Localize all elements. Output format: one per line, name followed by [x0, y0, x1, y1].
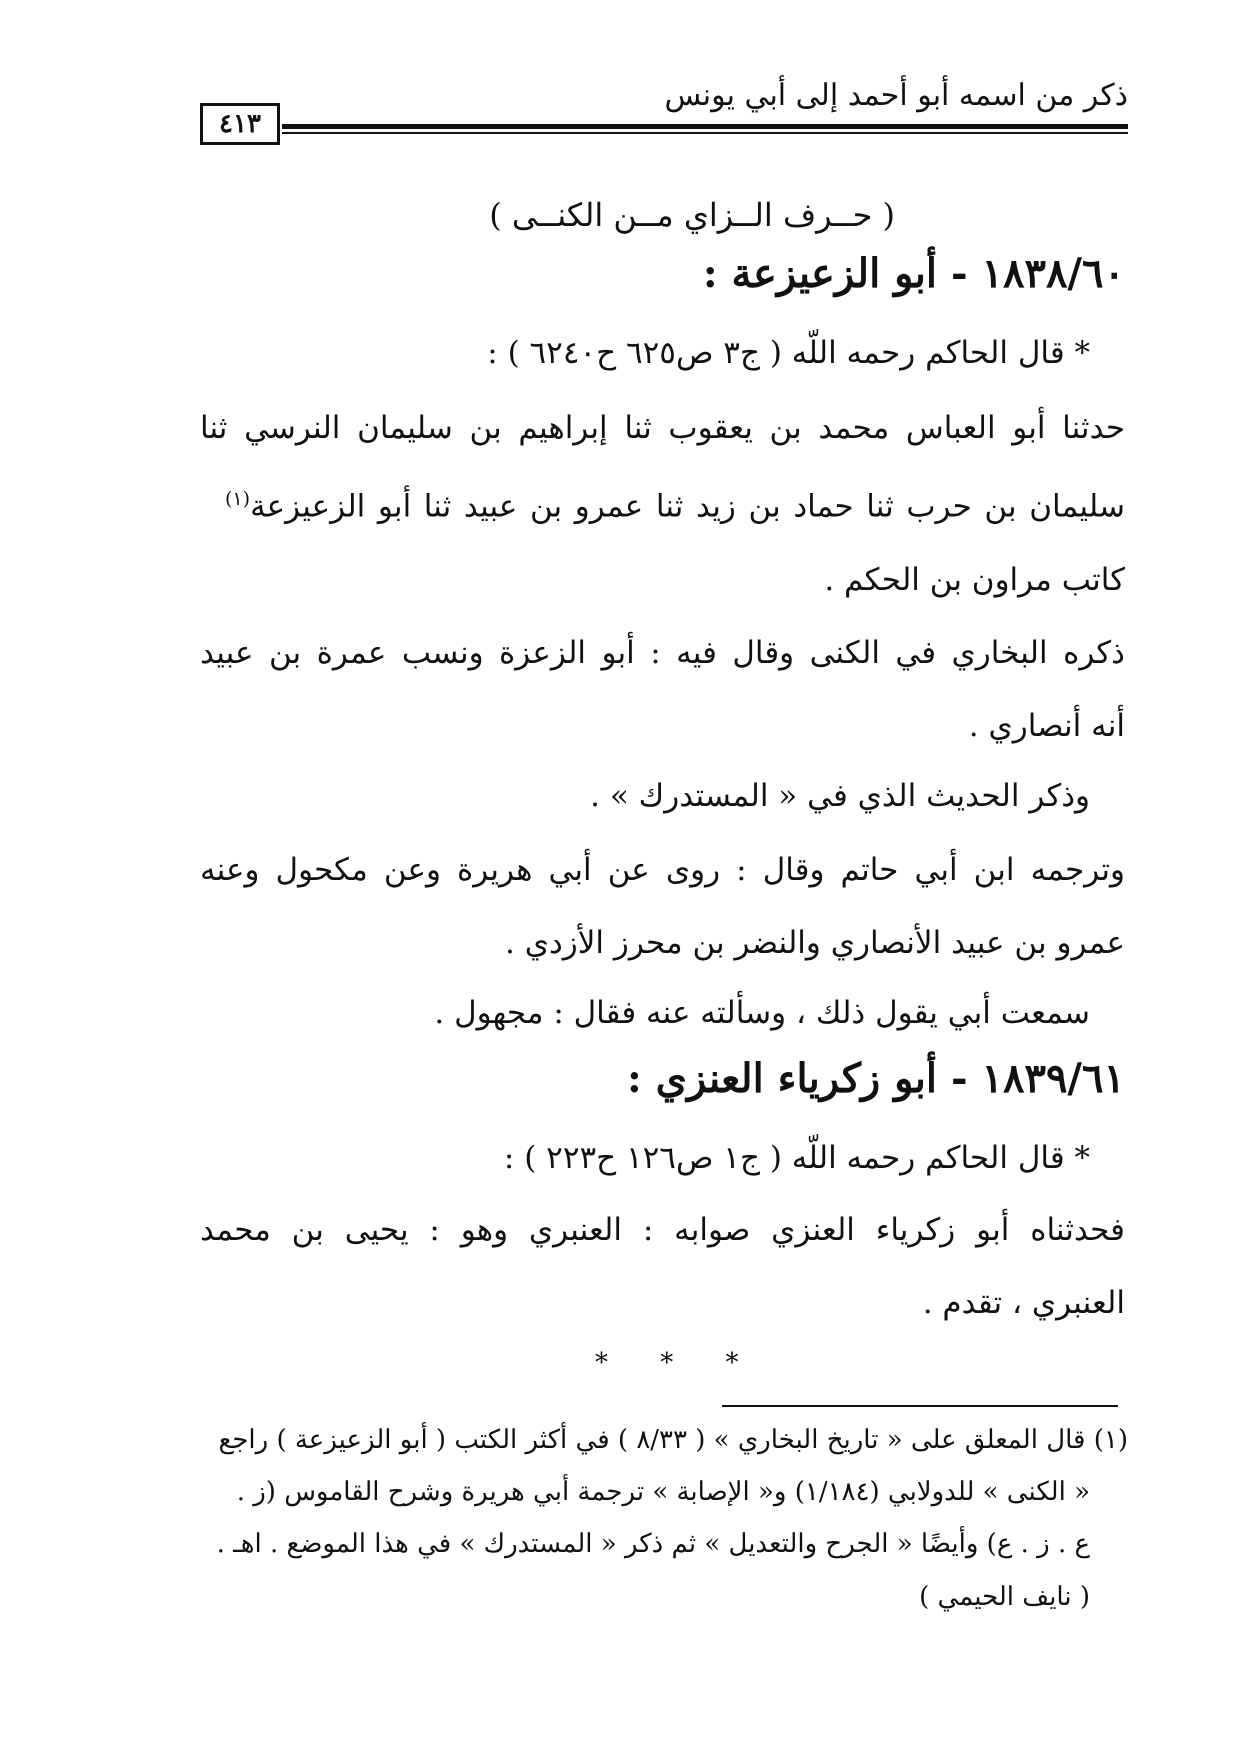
- section-separator: * * *: [595, 1348, 761, 1378]
- footnote-marker: (١): [225, 488, 251, 510]
- footnote-line: ( نايف الحيمي ): [919, 1582, 1090, 1612]
- entry-text-line: العنبري ، تقدم .: [922, 1285, 1125, 1321]
- entry-text-line: حدثنا أبو العباس محمد بن يعقوب ثنا إبراهيم بن سليمان النرسي ثنا: [200, 410, 1125, 446]
- entry-text-line: فحدثناه أبو زكرياء العنزي صوابه : العنبري وهو : يحيى بن محمد: [200, 1212, 1125, 1248]
- entry-text-line: عمرو بن عبيد الأنصاري والنضر بن محرز الأزدي .: [505, 925, 1125, 961]
- entry-text-line-content: سليمان بن حرب ثنا حماد بن زيد ثنا عمرو بن عبيد ثنا أبو الزعيزعة: [250, 488, 1125, 525]
- section-heading: ( حــرف الــزاي مــن الكنــى ): [489, 196, 895, 234]
- page-number: ٤١٣: [219, 109, 261, 139]
- running-title: ذكر من اسمه أبو أحمد إلى أبي يونس: [664, 78, 1128, 113]
- page-number-box: [200, 103, 280, 145]
- entry-text-line: [225, 488, 1125, 524]
- entry-heading: ١٨٣٨/٦٠ - أبو الزعيزعة :: [702, 250, 1125, 297]
- entry-text-line: ذكره البخاري في الكنى وقال فيه : أبو الزعزة ونسب عمرة بن عبيد: [200, 635, 1125, 671]
- entry-text-line: وذكر الحديث الذي في « المستدرك » .: [590, 778, 1090, 814]
- entry-text-line: كاتب مراون بن الحكم .: [824, 562, 1125, 598]
- entry-citation: * قال الحاكم رحمه اللّه ( ج٣ ص٦٢٥ ح٦٢٤٠ ) :: [487, 335, 1090, 371]
- entry-heading: ١٨٣٩/٦١ - أبو زكرياء العنزي :: [626, 1055, 1125, 1102]
- entry-text-line: وترجمه ابن أبي حاتم وقال : روى عن أبي هريرة وعن مكحول وعنه: [200, 852, 1125, 888]
- entry-text-line: أنه أنصاري .: [968, 708, 1125, 744]
- footnote-line: ع . ز . ع) وأيضًا « الجرح والتعديل » ثم ذكر « المستدرك » في هذا الموضع . اهـ .: [216, 1529, 1090, 1559]
- footnote-number: (١): [1093, 1425, 1128, 1455]
- header-rule: [282, 124, 1128, 129]
- header-rule-thin: [282, 132, 1128, 134]
- footnote-text: قال المعلق على « تاريخ البخاري » ( ٨/٣٣ ) في أكثر الكتب ( أبو الزعيزعة ) راجع: [218, 1425, 1086, 1455]
- entry-text-line: سمعت أبي يقول ذلك ، وسألته عنه فقال : مجهول .: [434, 995, 1090, 1031]
- footnote-rule: [722, 1405, 1118, 1407]
- entry-citation: * قال الحاكم رحمه اللّه ( ج١ ص١٢٦ ح٢٢٣ ) :: [503, 1140, 1090, 1176]
- footnote-line: [219, 1425, 1129, 1455]
- footnote-line: « الكنى » للدولابي (١/١٨٤) و« الإصابة » ترجمة أبي هريرة وشرح القاموس (ز .: [236, 1477, 1090, 1507]
